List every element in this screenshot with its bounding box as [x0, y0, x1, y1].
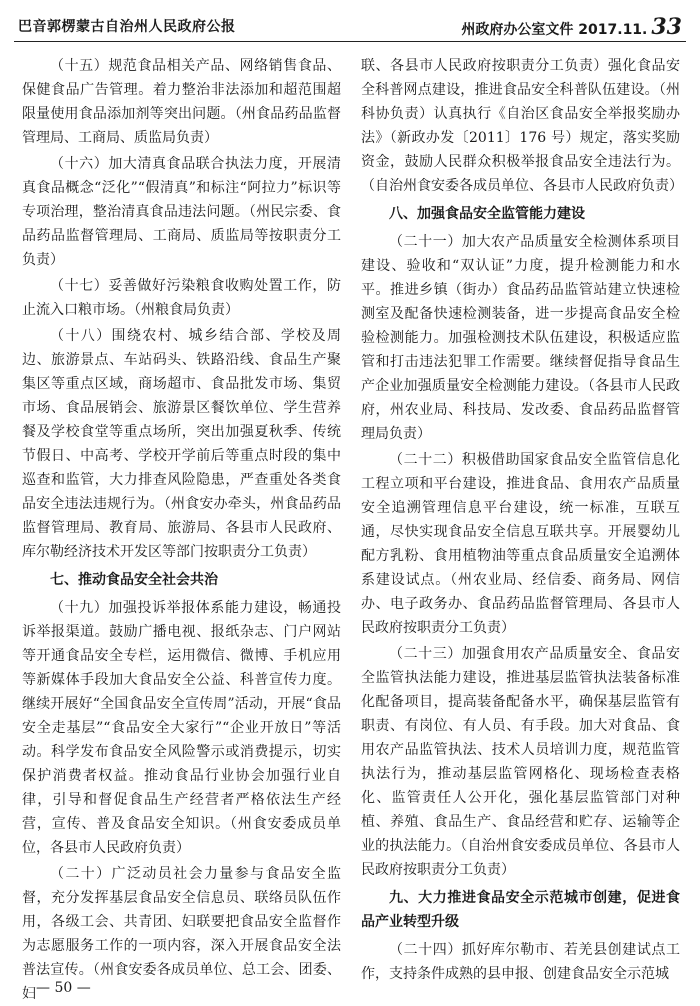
paragraph-16: （十六）加大清真食品联合执法力度，开展清真食品概念“泛化”“假清真”和标注“阿拉力”标识等专项治理，整治清真食品违法问题。（州民宗委、食品药品监督管理局、工商局、质监局等按职责分工负责）: [22, 156, 341, 268]
paragraph-23: （二十三）加强食用农产品质量安全、食品安全监管执法能力建设，推进基层监管执法装备标准化配备项目，提高装备配备水平，确保基层监管有职责、有岗位、有人员、有手段。加大对食品、食用农产品监管执法、技术人员培训力度，规范监管执法行为，推动基层监管网格化、现场检查表格化、监管责任人公开化，强化基层监管部门对种植、养殖、食品生产、食品经营和贮存、运输等企业的执法能力。（自治州食安委成员单位、各县市人民政府按职责分工负责）: [361, 646, 680, 878]
section-heading-9: 九、大力推进食品安全示范城市创建，促进食品产业转型升级: [361, 890, 680, 930]
paragraph-22: （二十二）积极借助国家食品安全监管信息化工程立项和平台建设，推进食品、食用农产品质量安全追溯管理信息平台建设，统一标准，互联互通，尽快实现食品安全信息互联共享。开展婴幼儿配方乳粉、食用植物油等重点食品质量安全追溯体系建设试点。（州农业局、经信委、商务局、网信办、电子政务办、食品药品监督管理局、各县市人民政府按职责分工负责）: [361, 452, 680, 636]
header-issue: [461, 14, 682, 40]
paragraph-18: （十八）围绕农村、城乡结合部、学校及周边、旅游景点、车站码头、铁路沿线、食品生产聚集区等重点区域，商场超市、食品批发市场、集贸市场、食品展销会、旅游景区餐饮单位、学生营养餐及学校食堂等重点场所，突出加强夏秋季、传统节假日、中高考、学校开学前后等重点时段的集中巡查和监管，大力排查风险隐患，严查重处各类食品安全违法违规行为。（州食安办牵头，州食品药品监督管理局、教育局、旅游局、各县市人民政府、库尔勒经济技术开发区等部门按职责分工负责）: [22, 328, 341, 560]
paragraph-24: （二十四）抓好库尔勒市、若羌县创建试点工作，支持条件成熟的县申报、创建食品安全示范城: [361, 942, 680, 982]
paragraph-20-continued: 联、各县市人民政府按职责分工负责）强化食品安全科普网点建设，推进食品安全科普队伍建设。（州科协负责）认真执行《自治区食品安全举报奖励办法》（新政办发〔2011〕176 号）规定，落实奖励资金，鼓励人民群众积极举报食品安全违法行为。（自治州食安委各成员单位、各县市人民政府负责）: [361, 58, 683, 194]
section-heading-8: 八、加强食品安全监管能力建设: [389, 206, 585, 222]
paragraph-21: （二十一）加大农产品质量安全检测体系项目建设、验收和“双认证”力度，提升检测能力和水平。推进乡镇（街办）食品药品监管站建立快速检测室及配备快速检测装备，进一步提高食品安全检验检测能力。加强检测技术队伍建设，积极适应监管和打击违法犯罪工作需要。继续督促指导食品生产企业加强质量安全检测能力建设。（各县市人民政府，州农业局、科技局、发改委、食品药品监督管理局负责）: [361, 234, 680, 442]
paragraph-20: （二十）广泛动员社会力量参与食品安全监督，充分发挥基层食品安全信息员、联络员队伍作用，各级工会、共青团、妇联要把食品安全监督作为志愿服务工作的一项内容，深入开展食品安全法普法宣传。（州食安委各成员单位、总工会、团委、妇: [22, 866, 341, 1002]
paragraph-15: （十五）规范食品相关产品、网络销售食品、保健食品广告管理。着力整治非法添加和超范围超限量使用食品添加剂等突出问题。（州食品药品监督管理局、工商局、质监局负责）: [22, 58, 341, 146]
gazette-title: 巴音郭楞蒙古自治州人民政府公报: [18, 19, 236, 35]
page-number: — 50 —: [36, 980, 91, 996]
paragraph-17: （十七）妥善做好污染粮食收购处置工作，防止流入口粮市场。（州粮食局负责）: [22, 278, 341, 318]
header-page-number: 33: [651, 14, 682, 40]
header-divider: [14, 41, 686, 42]
page-header: [14, 12, 686, 38]
right-column: [361, 54, 683, 982]
section-heading-7: 七、推动食品安全社会共治: [50, 572, 218, 588]
paragraph-19: （十九）加强投诉举报体系能力建设，畅通投诉举报渠道。鼓励广播电视、报纸杂志、门户网站等开通食品安全专栏，运用微信、微博、手机应用等新媒体手段加大食品安全公益、科普宣传力度。继续开展好“全国食品安全宣传周”活动，开展“食品安全走基层”“食品安全大家行”“企业开放日”等活动。科学发布食品安全风险警示或消费提示，切实保护消费者权益。推动食品行业协会加强行业自律，引导和督促食品生产经营者严格依法生产经营，宣传、普及食品安全知识。（州食安委成员单位，各县市人民政府负责）: [22, 600, 341, 856]
issue-label: 州政府办公室文件 2017.11.: [461, 22, 648, 38]
